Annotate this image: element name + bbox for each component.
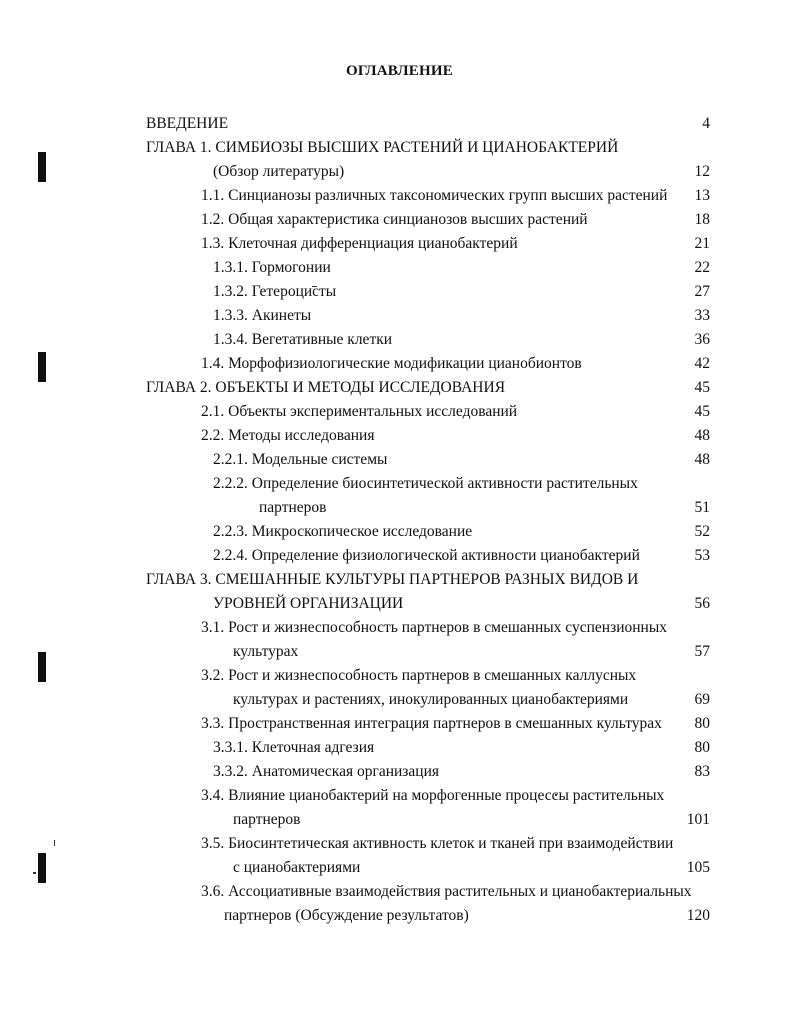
toc-entry [0,808,799,832]
toc-entry-page: 33 [694,307,710,324]
toc-entry-title: 3.6. Ассоциативные взаимодействия растительных и цианобактериальных [201,883,692,900]
toc-entry-title: культурах [233,643,299,660]
toc-entry-page: 51 [694,499,710,516]
toc-entry [0,568,799,592]
toc-entry [0,160,799,184]
toc-entry [0,112,799,136]
toc-entry-page: 80 [694,715,710,732]
toc-entry [0,496,799,520]
toc-entry-title: УРОВНЕЙ ОРГАНИЗАЦИИ [213,595,404,612]
toc-entry-page: 22 [694,259,710,276]
toc-entry-title: 1.1. Синцианозы различных таксономических групп высших растений [201,187,668,204]
toc-entry [0,616,799,640]
toc-entry-title: 1.4. Морфофизиологические модификации цианобионтов [201,355,582,372]
toc-entry [0,472,799,496]
toc-entry-title: 2.2. Методы исследования [201,427,375,444]
toc-entry-title: 1.3.2. Гетероцисты [213,283,337,300]
toc-entry-title: 1.3.4. Вегетативные клетки [213,331,393,348]
toc-entry-title: ГЛАВА 2. ОБЪЕКТЫ И МЕТОДЫ ИССЛЕДОВАНИЯ [146,379,506,396]
toc-entry [0,688,799,712]
toc-entry-page: 45 [694,403,710,420]
toc-entry [0,136,799,160]
toc-entry-title: 3.5. Биосинтетическая активность клеток и тканей при взаимодействии [201,835,674,852]
toc-entry-page: 80 [694,739,710,756]
toc-entry-title: с цианобактериями [233,859,361,876]
toc-entry [0,232,799,256]
toc-entry-title: культурах и растениях, инокулированных цианобактериями [233,691,629,708]
toc-entry [0,832,799,856]
toc-entry-title: 1.3.3. Акинеты [213,307,312,324]
toc-entry [0,856,799,880]
toc-entry-page: 56 [694,595,710,612]
toc-entry-page: 101 [686,811,710,828]
toc-entry-page: 83 [694,763,710,780]
toc-entry-title: партнеров (Обсуждение результатов) [224,907,469,924]
toc-entry-page: 120 [686,907,710,924]
toc-entry-page: 18 [694,211,710,228]
toc-entry [0,352,799,376]
toc-entry-title: ГЛАВА 1. СИМБИОЗЫ ВЫСШИХ РАСТЕНИЙ И ЦИАНОБАКТЕРИЙ [146,139,619,156]
toc-entry [0,256,799,280]
toc-entry-page: 4 [702,115,710,132]
toc-entry-title: 2.2.1. Модельные системы [213,451,388,468]
toc-entry-title: 2.1. Объекты экспериментальных исследований [201,403,518,420]
toc-entry-page: 48 [694,451,710,468]
toc-entry-title: ВВЕДЕНИЕ [146,115,229,132]
toc-entry [0,448,799,472]
toc-entry [0,184,799,208]
toc-entry [0,664,799,688]
toc-entry-title: 3.2. Рост и жизнеспособность партнеров в смешанных каллусных [201,667,637,684]
toc-entry-page: 13 [694,187,710,204]
toc-entry [0,640,799,664]
toc-entry-page: 21 [694,235,710,252]
toc-entry [0,760,799,784]
toc-entry-page: 105 [686,859,710,876]
toc-entry-page: 53 [694,547,710,564]
toc-entry-page: 69 [694,691,710,708]
toc-entry-title: 3.3.2. Анатомическая организация [213,763,440,780]
toc-entry [0,736,799,760]
toc-entry-page: 36 [694,331,710,348]
toc-entry [0,400,799,424]
toc-entry [0,784,799,808]
toc-entry-title: 2.2.2. Определение биосинтетической активности растительных [213,475,638,492]
toc-entry [0,712,799,736]
toc-entry-title: 3.1. Рост и жизнеспособность партнеров в смешанных суспензионных [201,619,667,636]
toc-entry-page: 57 [694,643,710,660]
toc-entry-title: 3.4. Влияние цианобактерий на морфогенные процессы растительных [201,787,665,804]
toc-entry [0,328,799,352]
toc-entry-title: 1.3.1. Гормогонии [213,259,331,276]
toc-entry-title: партнеров [259,499,327,516]
toc-entry-title: 3.3.1. Клеточная адгезия [213,739,375,756]
toc-entry-title: партнеров [233,811,301,828]
toc-entry-title: 3.3. Пространственная интеграция партнеров в смешанных культурах [201,715,662,732]
toc-entry [0,880,799,904]
toc-entry [0,544,799,568]
toc-entry-page: 45 [694,379,710,396]
page-title: ОГЛАВЛЕНИЕ [346,63,453,79]
toc-entry [0,208,799,232]
toc-entry-page: 27 [694,283,710,300]
toc-entry [0,424,799,448]
toc-entry-page: 52 [694,523,710,540]
toc-entry [0,520,799,544]
toc-entry [0,592,799,616]
toc-entry-title: ГЛАВА 3. СМЕШАННЫЕ КУЛЬТУРЫ ПАРТНЕРОВ РАЗНЫХ ВИДОВ И [146,571,639,588]
toc-entry-title: 1.3. Клеточная дифференциация цианобактерий [201,235,518,252]
toc-entry-title: 2.2.4. Определение физиологической активности цианобактерий [213,547,640,564]
toc-entry-title: (Обзор литературы) [213,163,345,180]
toc-entry [0,280,799,304]
toc-entry-page: 42 [694,355,710,372]
toc-entry-title: 2.2.3. Микроскопическое исследование [213,523,473,540]
toc-entry [0,904,799,928]
toc-entry-page: 48 [694,427,710,444]
toc-entry-page: 12 [694,163,710,180]
toc-entry [0,376,799,400]
toc-entry [0,304,799,328]
toc-entry-title: 1.2. Общая характеристика синцианозов высших растений [201,211,588,228]
